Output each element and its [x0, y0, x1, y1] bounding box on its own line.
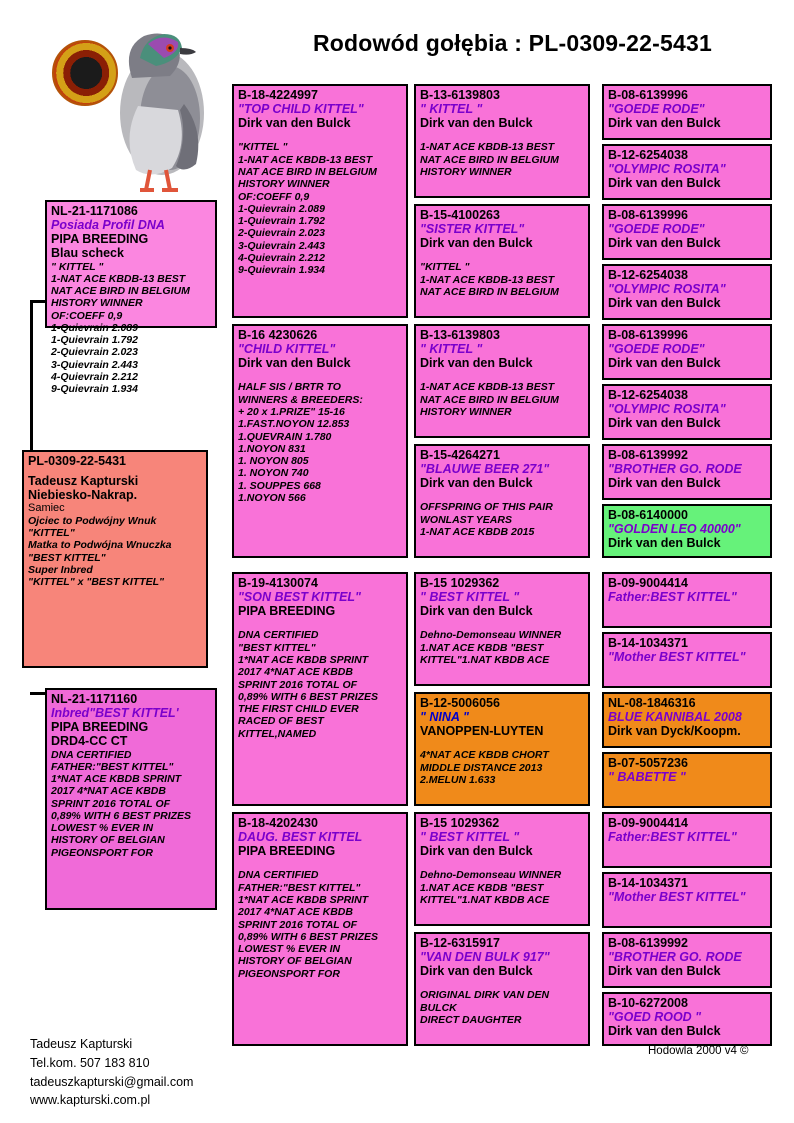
gen3-ring-7: B-12-6315917	[420, 936, 500, 950]
dam-note-3: 2017 4*NAT ACE KBDB	[51, 785, 166, 798]
gen2-nick-2: "SON BEST KITTEL"	[238, 590, 361, 605]
gen2-note-2-3: 1*NAT ACE KBDB SPRINT	[238, 653, 369, 666]
subject-sex: Samiec	[28, 502, 65, 515]
gen3-ring-2: B-13-6139803	[420, 328, 500, 342]
gen2-note-1-8: 1. NOYON 740	[238, 467, 309, 480]
sire-note-6: 1-Quievrain 1.792	[51, 334, 138, 347]
gen3-note-3-0	[420, 490, 584, 501]
sire-note-5: 1-Quievrain 2.089	[51, 321, 138, 334]
gen2-breeder-2: PIPA BREEDING	[238, 604, 336, 619]
gen3-note-0-1: 1-NAT ACE KBDB-13 BEST	[420, 141, 555, 154]
gen4-ring-11: B-07-5057236	[608, 756, 688, 770]
subject-note-1: "KITTEL"	[28, 527, 75, 540]
gen3-note-6-0	[420, 858, 584, 869]
sire-note-0: " KITTEL "	[51, 260, 104, 273]
gen2-note-1-3: + 20 x 1.PRIZE" 15-16	[238, 405, 345, 418]
gen3-card-0	[414, 84, 590, 198]
gen3-note-1-2: 1-NAT ACE KBDB-13 BEST	[420, 273, 555, 286]
gen3-note-6-3: KITTEL"1.NAT KBDB ACE	[420, 893, 550, 906]
contact-email[interactable]: tadeuszkapturski@gmail.com	[30, 1074, 194, 1089]
dam-note-0: DNA CERTIFIED	[51, 748, 132, 761]
gen4-card-10	[602, 692, 772, 748]
dam-note-8: PIGEONSPORT FOR	[51, 846, 153, 859]
pigeon-photo-icon	[92, 18, 227, 198]
gen3-note-5-1: 4*NAT ACE KBDB CHORT	[420, 749, 549, 762]
gen2-card-0	[232, 84, 408, 318]
subject-note-3: "BEST KITTEL"	[28, 551, 106, 564]
gen3-note-5-2: MIDDLE DISTANCE 2013	[420, 761, 543, 774]
gen3-breeder-7: Dirk van den Bulck	[420, 964, 533, 979]
gen3-note-1-1: "KITTEL "	[420, 261, 470, 274]
gen3-note-0-3: HISTORY WINNER	[420, 165, 512, 178]
gen3-card-3	[414, 444, 590, 558]
page-title: Rodowód gołębia : PL-0309-22-5431	[313, 30, 712, 56]
gen3-note-2-2: NAT ACE BIRD IN BELGIUM	[420, 393, 559, 406]
gen4-breeder-0: Dirk van den Bulck	[608, 116, 721, 131]
gen4-breeder-1: Dirk van den Bulck	[608, 176, 721, 191]
sire-nick: Posiada Profil DNA	[51, 218, 165, 233]
gen2-note-0-9: 3-Quievrain 2.443	[238, 239, 325, 252]
gen3-ring-6: B-15 1029362	[420, 816, 500, 830]
gen3-nick-2: " KITTEL "	[420, 342, 483, 357]
dam-note-1: FATHER:"BEST KITTEL"	[51, 760, 174, 773]
gen2-note-1-6: 1.NOYON 831	[238, 442, 306, 455]
gen3-card-1	[414, 204, 590, 318]
gen4-ring-4: B-08-6139996	[608, 328, 688, 342]
gen4-nick-7: "GOLDEN LEO 40000"	[608, 522, 741, 537]
gen4-nick-8: Father:BEST KITTEL"	[608, 590, 737, 605]
gen2-note-1-9: 1. SOUPPES 668	[238, 479, 321, 492]
sire-note-10: 9-Quievrain 1.934	[51, 383, 138, 396]
gen4-ring-15: B-10-6272008	[608, 996, 688, 1010]
footer-credit: Hodowla 2000 v4 ©	[648, 1045, 749, 1057]
gen3-card-5	[414, 692, 590, 806]
gen3-note-4-2: 1.NAT ACE KBDB "BEST	[420, 641, 544, 654]
subject-note-5: "KITTEL" x "BEST KITTEL"	[28, 576, 164, 589]
gen2-note-1-2: WINNERS & BREEDERS:	[238, 393, 363, 406]
gen3-note-0-2: NAT ACE BIRD IN BELGIUM	[420, 153, 559, 166]
gen3-ring-1: B-15-4100263	[420, 208, 500, 222]
dam-note-6: LOWEST % EVER IN	[51, 822, 154, 835]
gen4-card-15	[602, 992, 772, 1046]
gen4-card-12	[602, 812, 772, 868]
gen4-breeder-3: Dirk van den Bulck	[608, 296, 721, 311]
gen4-nick-2: "GOEDE RODE"	[608, 222, 705, 237]
dam-extra: DRD4-CC CT	[51, 734, 128, 749]
dam-note-2: 1*NAT ACE KBDB SPRINT	[51, 773, 182, 786]
gen3-nick-6: " BEST KITTEL "	[420, 830, 520, 845]
dam-breeder: PIPA BREEDING	[51, 720, 149, 735]
gen3-breeder-0: Dirk van den Bulck	[420, 116, 533, 131]
gen3-ring-4: B-15 1029362	[420, 576, 500, 590]
gen3-card-7	[414, 932, 590, 1046]
gen4-card-6	[602, 444, 772, 500]
gen4-card-8	[602, 572, 772, 628]
gen3-note-1-3: NAT ACE BIRD IN BELGIUM	[420, 285, 559, 298]
gen4-breeder-2: Dirk van den Bulck	[608, 236, 721, 251]
gen3-breeder-1: Dirk van den Bulck	[420, 236, 533, 251]
sire-breeder: PIPA BREEDING	[51, 232, 149, 247]
gen2-note-3-4: 2017 4*NAT ACE KBDB	[238, 906, 353, 919]
gen4-breeder-7: Dirk van den Bulck	[608, 536, 721, 551]
gen2-ring-0: B-18-4224997	[238, 88, 318, 102]
gen4-nick-15: "GOED ROOD "	[608, 1010, 702, 1025]
sire-note-7: 2-Quievrain 2.023	[51, 346, 138, 359]
gen3-card-6	[414, 812, 590, 926]
gen2-note-2-7: THE FIRST CHILD EVER	[238, 703, 359, 716]
gen4-ring-1: B-12-6254038	[608, 148, 688, 162]
gen3-ring-0: B-13-6139803	[420, 88, 500, 102]
gen3-ring-5: B-12-5006056	[420, 696, 500, 710]
dam-note-5: 0,89% WITH 6 BEST PRIZES	[51, 809, 192, 822]
gen2-note-3-6: 0,89% WITH 6 BEST PRIZES	[238, 930, 379, 943]
gen3-note-4-1: Dehno-Demonseau WINNER	[420, 629, 562, 642]
gen3-note-4-3: KITTEL"1.NAT KBDB ACE	[420, 653, 550, 666]
gen4-card-3	[602, 264, 772, 320]
gen3-nick-3: "BLAUWE BEER 271"	[420, 462, 550, 477]
gen2-nick-1: "CHILD KITTEL"	[238, 342, 336, 357]
gen2-card-3	[232, 812, 408, 1046]
gen2-note-3-1: DNA CERTIFIED	[238, 869, 319, 882]
gen4-breeder-15: Dirk van den Bulck	[608, 1024, 721, 1039]
gen2-note-3-3: 1*NAT ACE KBDB SPRINT	[238, 893, 369, 906]
subject-note-0: Ojciec to Podwójny Wnuk	[28, 514, 157, 527]
gen2-note-2-8: RACED OF BEST	[238, 715, 324, 728]
gen3-note-6-1: Dehno-Demonseau WINNER	[420, 869, 562, 882]
gen2-note-2-9: KITTEL,NAMED	[238, 727, 317, 740]
gen4-card-4	[602, 324, 772, 380]
gen3-note-2-0	[420, 370, 584, 381]
gen2-note-3-7: LOWEST % EVER IN	[238, 943, 341, 956]
gen3-breeder-3: Dirk van den Bulck	[420, 476, 533, 491]
gen4-ring-9: B-14-1034371	[608, 636, 688, 650]
gen4-breeder-5: Dirk van den Bulck	[608, 416, 721, 431]
gen4-card-0	[602, 84, 772, 140]
gen3-card-2	[414, 324, 590, 438]
gen2-note-2-4: 2017 4*NAT ACE KBDB	[238, 666, 353, 679]
gen3-nick-4: " BEST KITTEL "	[420, 590, 520, 605]
gen4-breeder-14: Dirk van den Bulck	[608, 964, 721, 979]
pigeon-artwork	[52, 18, 227, 198]
contact-website[interactable]: www.kapturski.com.pl	[30, 1093, 151, 1108]
gen3-note-7-0	[420, 978, 584, 989]
gen3-note-7-1: ORIGINAL DIRK VAN DEN	[420, 989, 550, 1002]
gen3-card-4	[414, 572, 590, 686]
gen4-card-5	[602, 384, 772, 440]
connector-vertical-left	[30, 300, 33, 460]
gen4-nick-6: "BROTHER GO. RODE	[608, 462, 742, 477]
gen3-breeder-5: VANOPPEN-LUYTEN	[420, 724, 544, 739]
gen3-note-7-3: DIRECT DAUGHTER	[420, 1013, 522, 1026]
gen4-card-1	[602, 144, 772, 200]
dam-nick: Inbred"BEST KITTEL'	[51, 706, 179, 721]
subject-color: Niebiesko-Nakrap.	[28, 488, 138, 503]
gen4-nick-0: "GOEDE RODE"	[608, 102, 705, 117]
gen3-note-1-0	[420, 250, 584, 261]
gen3-note-0-0	[420, 130, 584, 141]
gen4-nick-13: "Mother BEST KITTEL"	[608, 890, 746, 905]
gen4-nick-11: " BABETTE "	[608, 770, 686, 785]
gen4-nick-4: "GOEDE RODE"	[608, 342, 705, 357]
gen2-note-1-4: 1.FAST.NOYON 12.853	[238, 418, 350, 431]
gen3-note-3-3: 1-NAT ACE KBDB 2015	[420, 525, 535, 538]
gen2-note-0-6: 1-Quievrain 2.089	[238, 202, 325, 215]
gen3-note-3-2: WONLAST YEARS	[420, 513, 512, 526]
gen2-ring-2: B-19-4130074	[238, 576, 318, 590]
gen4-card-2	[602, 204, 772, 260]
gen4-ring-14: B-08-6139992	[608, 936, 688, 950]
gen2-note-1-7: 1. NOYON 805	[238, 455, 309, 468]
gen3-note-2-3: HISTORY WINNER	[420, 405, 512, 418]
gen2-note-2-1: DNA CERTIFIED	[238, 629, 319, 642]
gen4-nick-14: "BROTHER GO. RODE	[608, 950, 742, 965]
gen2-note-3-0	[238, 858, 402, 869]
gen4-nick-1: "OLYMPIC ROSITA"	[608, 162, 726, 177]
gen3-nick-0: " KITTEL "	[420, 102, 483, 117]
gen2-note-3-5: SPRINT 2016 TOTAL OF	[238, 918, 358, 931]
gen4-ring-6: B-08-6139992	[608, 448, 688, 462]
gen4-nick-9: "Mother BEST KITTEL"	[608, 650, 746, 665]
gen3-breeder-4: Dirk van den Bulck	[420, 604, 533, 619]
gen4-ring-12: B-09-9004414	[608, 816, 688, 830]
gen4-ring-0: B-08-6139996	[608, 88, 688, 102]
gen4-card-13	[602, 872, 772, 928]
gen3-ring-3: B-15-4264271	[420, 448, 500, 462]
gen4-ring-7: B-08-6140000	[608, 508, 688, 522]
sire-note-4: OF:COEFF 0,9	[51, 309, 123, 322]
gen2-note-3-2: FATHER:"BEST KITTEL"	[238, 881, 361, 894]
sire-note-2: NAT ACE BIRD IN BELGIUM	[51, 285, 190, 298]
gen2-note-0-2: 1-NAT ACE KBDB-13 BEST	[238, 153, 373, 166]
gen2-note-0-1: "KITTEL "	[238, 141, 288, 154]
gen4-ring-5: B-12-6254038	[608, 388, 688, 402]
subject-ring: PL-0309-22-5431	[28, 454, 126, 468]
gen3-note-2-1: 1-NAT ACE KBDB-13 BEST	[420, 381, 555, 394]
gen2-note-0-5: OF:COEFF 0,9	[238, 190, 310, 203]
gen3-note-5-0	[420, 738, 584, 749]
gen2-note-2-0	[238, 618, 402, 629]
gen2-breeder-1: Dirk van den Bulck	[238, 356, 351, 371]
sire-note-9: 4-Quievrain 2.212	[51, 371, 138, 384]
gen4-card-9	[602, 632, 772, 688]
gen2-note-0-4: HISTORY WINNER	[238, 178, 330, 191]
gen2-note-0-10: 4-Quievrain 2.212	[238, 251, 325, 264]
gen4-breeder-6: Dirk van den Bulck	[608, 476, 721, 491]
gen4-ring-3: B-12-6254038	[608, 268, 688, 282]
subject-note-2: Matka to Podwójna Wnuczka	[28, 539, 172, 552]
gen3-breeder-6: Dirk van den Bulck	[420, 844, 533, 859]
gen2-note-1-0	[238, 370, 402, 381]
gen4-card-11	[602, 752, 772, 808]
gen2-note-0-0	[238, 130, 402, 141]
gen3-breeder-2: Dirk van den Bulck	[420, 356, 533, 371]
sire-note-3: HISTORY WINNER	[51, 297, 143, 310]
gen2-note-3-9: PIGEONSPORT FOR	[238, 967, 340, 980]
gen4-card-14	[602, 932, 772, 988]
gen3-note-4-0	[420, 618, 584, 629]
sire-color: Blau scheck	[51, 246, 124, 261]
sire-note-8: 3-Quievrain 2.443	[51, 358, 138, 371]
gen2-card-1	[232, 324, 408, 558]
gen2-note-1-10: 1.NOYON 566	[238, 491, 306, 504]
gen2-breeder-0: Dirk van den Bulck	[238, 116, 351, 131]
gen4-ring-13: B-14-1034371	[608, 876, 688, 890]
gen2-nick-0: "TOP CHILD KITTEL"	[238, 102, 364, 117]
dam-note-7: HISTORY OF BELGIAN	[51, 834, 165, 847]
gen4-breeder-4: Dirk van den Bulck	[608, 356, 721, 371]
gen2-breeder-3: PIPA BREEDING	[238, 844, 336, 859]
gen3-note-5-3: 2.MELUN 1.633	[420, 773, 496, 786]
gen4-ring-10: NL-08-1846316	[608, 696, 696, 710]
gen4-breeder-10: Dirk van Dyck/Koopm.	[608, 724, 741, 739]
dam-note-4: SPRINT 2016 TOTAL OF	[51, 797, 171, 810]
gen2-note-0-11: 9-Quievrain 1.934	[238, 264, 325, 277]
subject-owner: Tadeusz Kapturski	[28, 474, 139, 489]
dam-card	[45, 688, 217, 910]
subject-card	[22, 450, 208, 668]
sire-note-1: 1-NAT ACE KBDB-13 BEST	[51, 272, 186, 285]
gen2-ring-1: B-16 4230626	[238, 328, 318, 342]
gen2-note-2-2: "BEST KITTEL"	[238, 641, 316, 654]
gen2-note-2-6: 0,89% WITH 6 BEST PRIZES	[238, 690, 379, 703]
gen2-card-2	[232, 572, 408, 806]
gen4-ring-2: B-08-6139996	[608, 208, 688, 222]
gen2-nick-3: DAUG. BEST KITTEL	[238, 830, 363, 845]
gen4-ring-8: B-09-9004414	[608, 576, 688, 590]
gen4-nick-5: "OLYMPIC ROSITA"	[608, 402, 726, 417]
subject-note-4: Super Inbred	[28, 563, 93, 576]
gen4-card-7	[602, 504, 772, 558]
gen2-note-0-7: 1-Quievrain 1.792	[238, 215, 325, 228]
gen4-nick-12: Father:BEST KITTEL"	[608, 830, 737, 845]
gen3-nick-5: " NINA "	[420, 710, 469, 725]
gen2-note-3-8: HISTORY OF BELGIAN	[238, 955, 352, 968]
gen3-note-7-2: BULCK	[420, 1001, 457, 1014]
contact-name: Tadeusz Kapturski	[30, 1037, 133, 1051]
gen2-note-2-5: SPRINT 2016 TOTAL OF	[238, 678, 358, 691]
gen3-nick-1: "SISTER KITTEL"	[420, 222, 525, 237]
gen2-note-1-1: HALF SIS / BRTR TO	[238, 381, 341, 394]
gen4-nick-10: BLUE KANNIBAL 2008	[608, 710, 742, 725]
gen4-nick-3: "OLYMPIC ROSITA"	[608, 282, 726, 297]
gen3-nick-7: "VAN DEN BULK 917"	[420, 950, 550, 965]
gen2-note-0-8: 2-Quievrain 2.023	[238, 227, 325, 240]
gen2-ring-3: B-18-4202430	[238, 816, 318, 830]
gen3-note-3-1: OFFSPRING OF THIS PAIR	[420, 501, 553, 514]
sire-card	[45, 200, 217, 396]
sire-ring: NL-21-1171086	[51, 204, 138, 218]
gen2-note-1-5: 1.QUEVRAIN 1.780	[238, 430, 332, 443]
contact-phone: Tel.kom. 507 183 810	[30, 1055, 150, 1070]
gen3-note-6-2: 1.NAT ACE KBDB "BEST	[420, 881, 544, 894]
footer-contact	[30, 1035, 193, 1110]
gen2-note-0-3: NAT ACE BIRD IN BELGIUM	[238, 165, 377, 178]
dam-ring: NL-21-1171160	[51, 692, 138, 706]
